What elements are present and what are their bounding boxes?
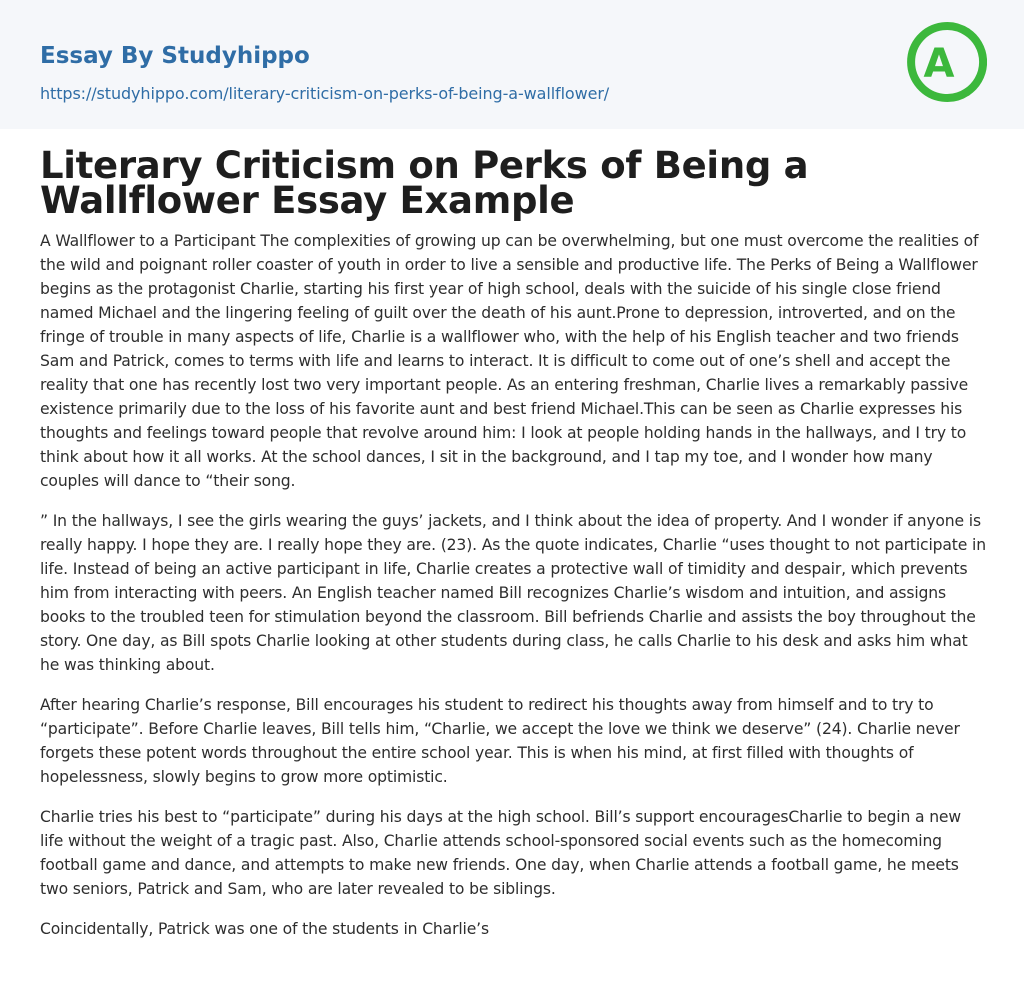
- essay-title: Literary Criticism on Perks of Being a Wallflower Essay Example: [40, 144, 809, 222]
- site-header: [0, 0, 1024, 129]
- essay-paragraph: Charlie tries his best to “participate” during his days at the high school. Bill’s support encouragesCharlie to begin a new life without the weight of a tragic past. Also, Charlie attends school-sponsored social events such as the homecoming football game and dance, and attempts to make new friends. One day, when Charlie attends a football game, he meets two seniors, Patrick and Sam, who are later revealed to be siblings.: [40, 808, 961, 898]
- logo-letter: A: [923, 41, 955, 87]
- logo-icon: [905, 18, 987, 106]
- essay-body: [40, 229, 988, 957]
- essay-url-link[interactable]: https://studyhippo.com/literary-criticism-on-perks-of-being-a-wallflower/: [40, 84, 610, 103]
- studyhippo-logo[interactable]: [905, 18, 987, 106]
- essay-paragraph: ” In the hallways, I see the girls wearing the guys’ jackets, and I think about the idea of property. And I wonder if anyone is really happy. I hope they are. I really hope they are. (23). As the quote indicates, Charlie “uses thought to not participate in life. Instead of being an active participant in life, Charlie creates a protective wall of timidity and despair, which prevents him from interacting with peers. An English teacher named Bill recognizes Charlie’s wisdom and intuition, and assigns books to the troubled teen for stimulation beyond the classroom. Bill befriends Charlie and assists the boy throughout the story. One day, as Bill spots Charlie looking at other students during class, he calls Charlie to his desk and asks him what he was thinking about.: [40, 512, 986, 674]
- essay-paragraph: Coincidentally, Patrick was one of the students in Charlie’s: [40, 920, 489, 938]
- essay-paragraph: After hearing Charlie’s response, Bill encourages his student to redirect his thoughts away from himself and to try to “participate”. Before Charlie leaves, Bill tells him, “Charlie, we accept the love we think we deserve” (24). Charlie never forgets these potent words throughout the entire school year. This is when his mind, at first filled with thoughts of hopelessness, slowly begins to grow more optimistic.: [40, 696, 960, 786]
- site-brand[interactable]: Essay By Studyhippo: [40, 43, 310, 69]
- essay-paragraph: A Wallflower to a Participant The complexities of growing up can be overwhelming, but one must overcome the realities of the wild and poignant roller coaster of youth in order to live a sensible and productive life. The Perks of Being a Wallflower begins as the protagonist Charlie, starting his first year of high school, deals with the suicide of his single close friend named Michael and the lingering feeling of guilt over the death of his aunt.Prone to depression, introverted, and on the fringe of trouble in many aspects of life, Charlie is a wallflower who, with the help of his English teacher and two friends Sam and Patrick, comes to terms with life and learns to interact. It is difficult to come out of one’s shell and accept the reality that one has recently lost two very important people. As an entering freshman, Charlie lives a remarkably passive existence primarily due to the loss of his favorite aunt and best friend Michael.This can be seen as Charlie expresses his thoughts and feelings toward people that revolve around him: I look at people holding hands in the hallways, and I try to think about how it all works. At the school dances, I sit in the background, and I tap my toe, and I wonder how many couples will dance to “their song.: [40, 232, 979, 490]
